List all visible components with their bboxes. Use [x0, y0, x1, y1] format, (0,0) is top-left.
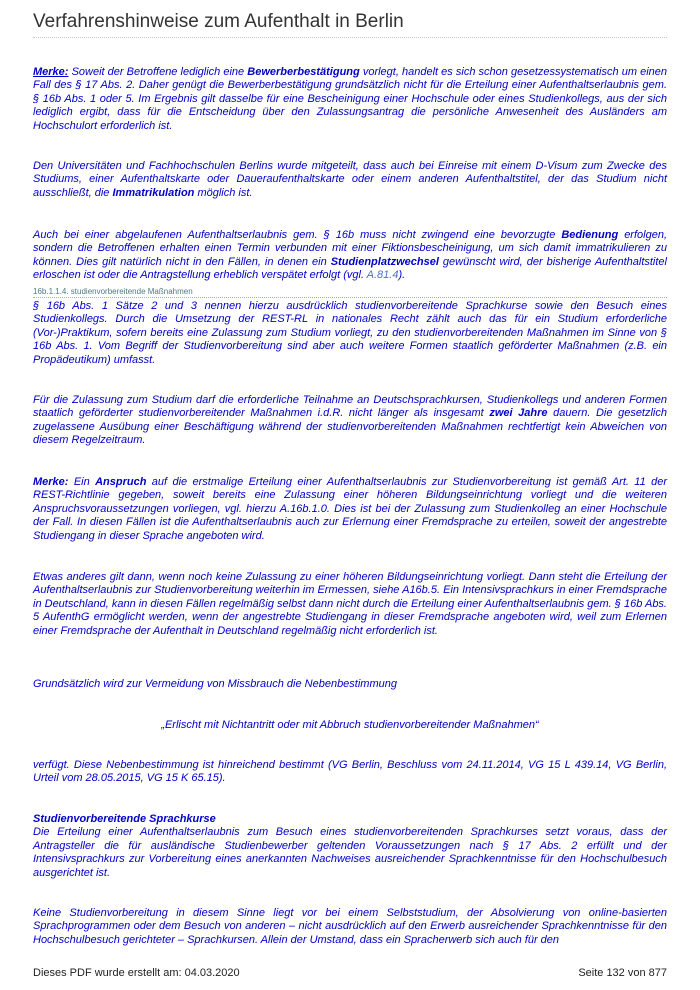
header-divider — [33, 37, 667, 38]
paragraph-text: Auch bei einer abgelaufenen Aufenthaltserlaubnis gem. § 16b muss nicht zwingend eine bevorzugte — [33, 229, 562, 241]
paragraph-text: vorlegt, handelt es sich schon gesetzessystematisch um einen Fall des § 17 Abs. 2. Daher genügt die Bewerberbestätigung grundsätzlich nicht für die Erteilung einer Aufenthaltserlaubnis gem. § 16b Abs. 1 oder 5. Im Ergebnis gilt dasselbe für eine Bescheinigung einer Hochschule oder eines Studienkollegs, aus der sich lediglich ergibt, dass für die Entscheidung über den Zulassungsantrag die persönliche Anwesenheit des Ausländers am Hochschulort erforderlich ist. — [33, 66, 667, 132]
paragraph-nebenbestimmung-intro — [33, 678, 667, 691]
paragraph-text: dauern. Die gesetzlich zugelassene Ausübung einer Beschäftigung während der studienvorbereitenden Maßnahmen rechtfertigt kein Abweichen von diesem Regelzeitraum. — [33, 407, 667, 447]
footer-created-date: Dieses PDF wurde erstellt am: 04.03.2020 — [33, 967, 240, 979]
subsection-heading: Studienvorbereitende Sprachkurse — [33, 813, 216, 825]
nebenbestimmung-quote — [33, 719, 667, 732]
paragraph-text: auf die erstmalige Erteilung einer Aufenthaltserlaubnis zur Studienvorbereitung ist gemäß Art. 11 der REST-Richtlinie gegeben, soweit bereits eine Zulassung einer höheren Bildungseinrichtung vorliegt und die weiteren Anspruchsvoraussetzungen vorliegen, vgl. hierzu A.16b.1.0. Dies ist bei der Zulassung zum Studienkolleg an einer Hochschule der Fall. In diesen Fällen ist die Aufenthaltserlaubnis auch zur Erlernung einer Fremdsprache zu erteilen, soweit der angestrebte Studiengang in dieser Sprache angeboten wird. — [33, 476, 667, 542]
reference-link[interactable]: A.81.4 — [366, 269, 399, 282]
page-title: Verfahrenshinweise zum Aufenthalt in Berlin — [33, 11, 404, 32]
bold-term: Anspruch — [95, 476, 147, 488]
paragraph-text: Ein — [68, 476, 96, 488]
quote-text: „Erlischt mit Nichtantritt oder mit Abbruch studienvorbereitender Maßnahmen“ — [161, 719, 539, 731]
bold-term: Bewerberbestätigung — [247, 66, 360, 78]
paragraph-text: verfügt. Diese Nebenbestimmung ist hinreichend bestimmt (VG Berlin, Beschluss vom 24.11.2014, VG 15 L 439.14, VG Berlin, Urteil vom 28.05.2015, VG 15 K 65.15). — [33, 759, 667, 785]
paragraph-text: Die Erteilung einer Aufenthaltserlaubnis zum Besuch eines studienvorbereitenden Sprachkurses setzt voraus, dass der Antragsteller die für ausländische Studienbewerber geltenden Voraussetzungen nach § 17 Abs. 2 erfüllt und der Intensivsprachkurs zur Vorbereitung eines anerkannten Nachweises ausreichender Sprachkenntnisse für den Hochschulbesuch ausgerichtet ist. — [33, 826, 667, 879]
document-page — [33, 0, 667, 990]
paragraph-text: Etwas anderes gilt dann, wenn noch keine Zulassung zu einer höheren Bildungseinrichtung vorliegt. Dann steht die Erteilung der Aufenthaltserlaubnis zur Studienvorbereitung weiterhin im Ermessen, siehe A16b.5. Ein Intensivsprachkurs in einer Fremdsprache in Deutschland, kann in diesen Fällen regelmäßig selbst dann nicht durch die Erteilung einer Aufenthaltserlaubnis gem. § 16b Abs. 5 AufenthG ermöglicht werden, wenn der angestrebte Studiengang in dieser Fremdsprache angeboten wird, weil zum Erlernen einer Fremdsprache der Aufenthalt in Deutschland regelmäßig nicht erforderlich ist. — [33, 571, 667, 637]
paragraph-text: erfolgen, sondern die Betroffenen erhalten einen Termin verbunden mit einer Fiktionsbescheinigung, um sich damit immatrikulieren zu können. Dies gilt natürlich nicht in den Fällen, in denen ein — [33, 229, 667, 268]
paragraph-text: Keine Studienvorbereitung in diesem Sinne liegt vor bei einem Selbststudium, der Absolvierung von online-basierten Sprachprogrammen oder dem Besuch von anderen – nicht ausdrücklich auf den Erwerb ausreichender Sprachkenntnisse für den Hochschulbesuch gerichteter – Sprachkursen. Allein der Umstand, dass ein Spracherwerb sich auch für den — [33, 907, 667, 946]
paragraph-zulassung — [33, 394, 667, 448]
paragraph-text: ). — [398, 269, 406, 282]
merke-label: Merke: — [33, 476, 69, 488]
paragraph-text: gewünscht wird, der bisherige Aufenthaltstitel erloschen ist oder die Antragstellung erheblich verspätet erfolgt (vgl. — [33, 255, 667, 282]
paragraph-text: Den Universitäten und Fachhochschulen Berlins wurde mitgeteilt, dass auch bei Einreise mit einem D-Visum zum Zwecke des Studiums, einer Aufenthaltskarte oder Daueraufenthaltskarte oder einem anderen Aufenthaltstitel, der das Studium nicht ausschließt, die — [33, 160, 667, 199]
paragraph-text: Soweit der Betroffene lediglich eine — [68, 66, 248, 78]
paragraph-text: Grundsätzlich wird zur Vermeidung von Missbrauch die Nebenbestimmung — [33, 678, 397, 690]
paragraph-nebenbestimmung-verfuegt — [33, 759, 667, 786]
bold-term: zwei Jahre — [489, 407, 548, 420]
bold-term: Bedienung — [561, 229, 619, 241]
paragraph-ermessen — [33, 571, 667, 638]
section-divider — [33, 297, 667, 298]
paragraph-anspruch — [33, 476, 667, 543]
paragraph-sprachkurse — [33, 813, 667, 880]
paragraph-text: möglich ist. — [194, 186, 253, 199]
paragraph-text: § 16b Abs. 1 Sätze 2 und 3 nennen hierzu ausdrücklich studienvorbereitende Sprachkurse sowie den Besuch eines Studienkollegs. Durch die Umsetzung der REST-RL in nationales Recht zählt auch das für ein Studium erforderliche (Vor-)Praktikum, sofern bereits eine Zulassung zum Studium vorliegt, zu den studienvorbereitenden Maßnahmen im Sinne von § 16b Abs. 1. Vom Begriff der Studienvorbereitung sind aber auch weitere Formen staatlich geförderter Maßnahmen (z.B. ein Propädeutikum) umfasst. — [33, 300, 667, 366]
paragraph-keine-studienvorbereitung — [33, 907, 667, 947]
merke-label: Merke: — [33, 66, 69, 78]
paragraph-studienvorbereitung — [33, 300, 667, 367]
paragraph-immatrikulation — [33, 160, 667, 200]
section-heading: 16b.1.1.4. studienvorbereitende Maßnahmen — [33, 287, 193, 296]
footer-page-number: Seite 132 von 877 — [578, 967, 667, 979]
paragraph-bewerberbestaetigung — [33, 66, 667, 133]
bold-term: Immatrikulation — [112, 186, 195, 199]
paragraph-bedienung — [33, 229, 667, 283]
bold-term: Studienplatzwechsel — [330, 255, 439, 268]
paragraph-text: Für die Zulassung zum Studium darf die erforderliche Teilnahme an Deutschsprachkursen, Studienkollegs und anderen Formen staatlich geförderter studienvorbereitender Maßnahmen i.d.R. nicht länger als insgesamt — [33, 394, 667, 420]
